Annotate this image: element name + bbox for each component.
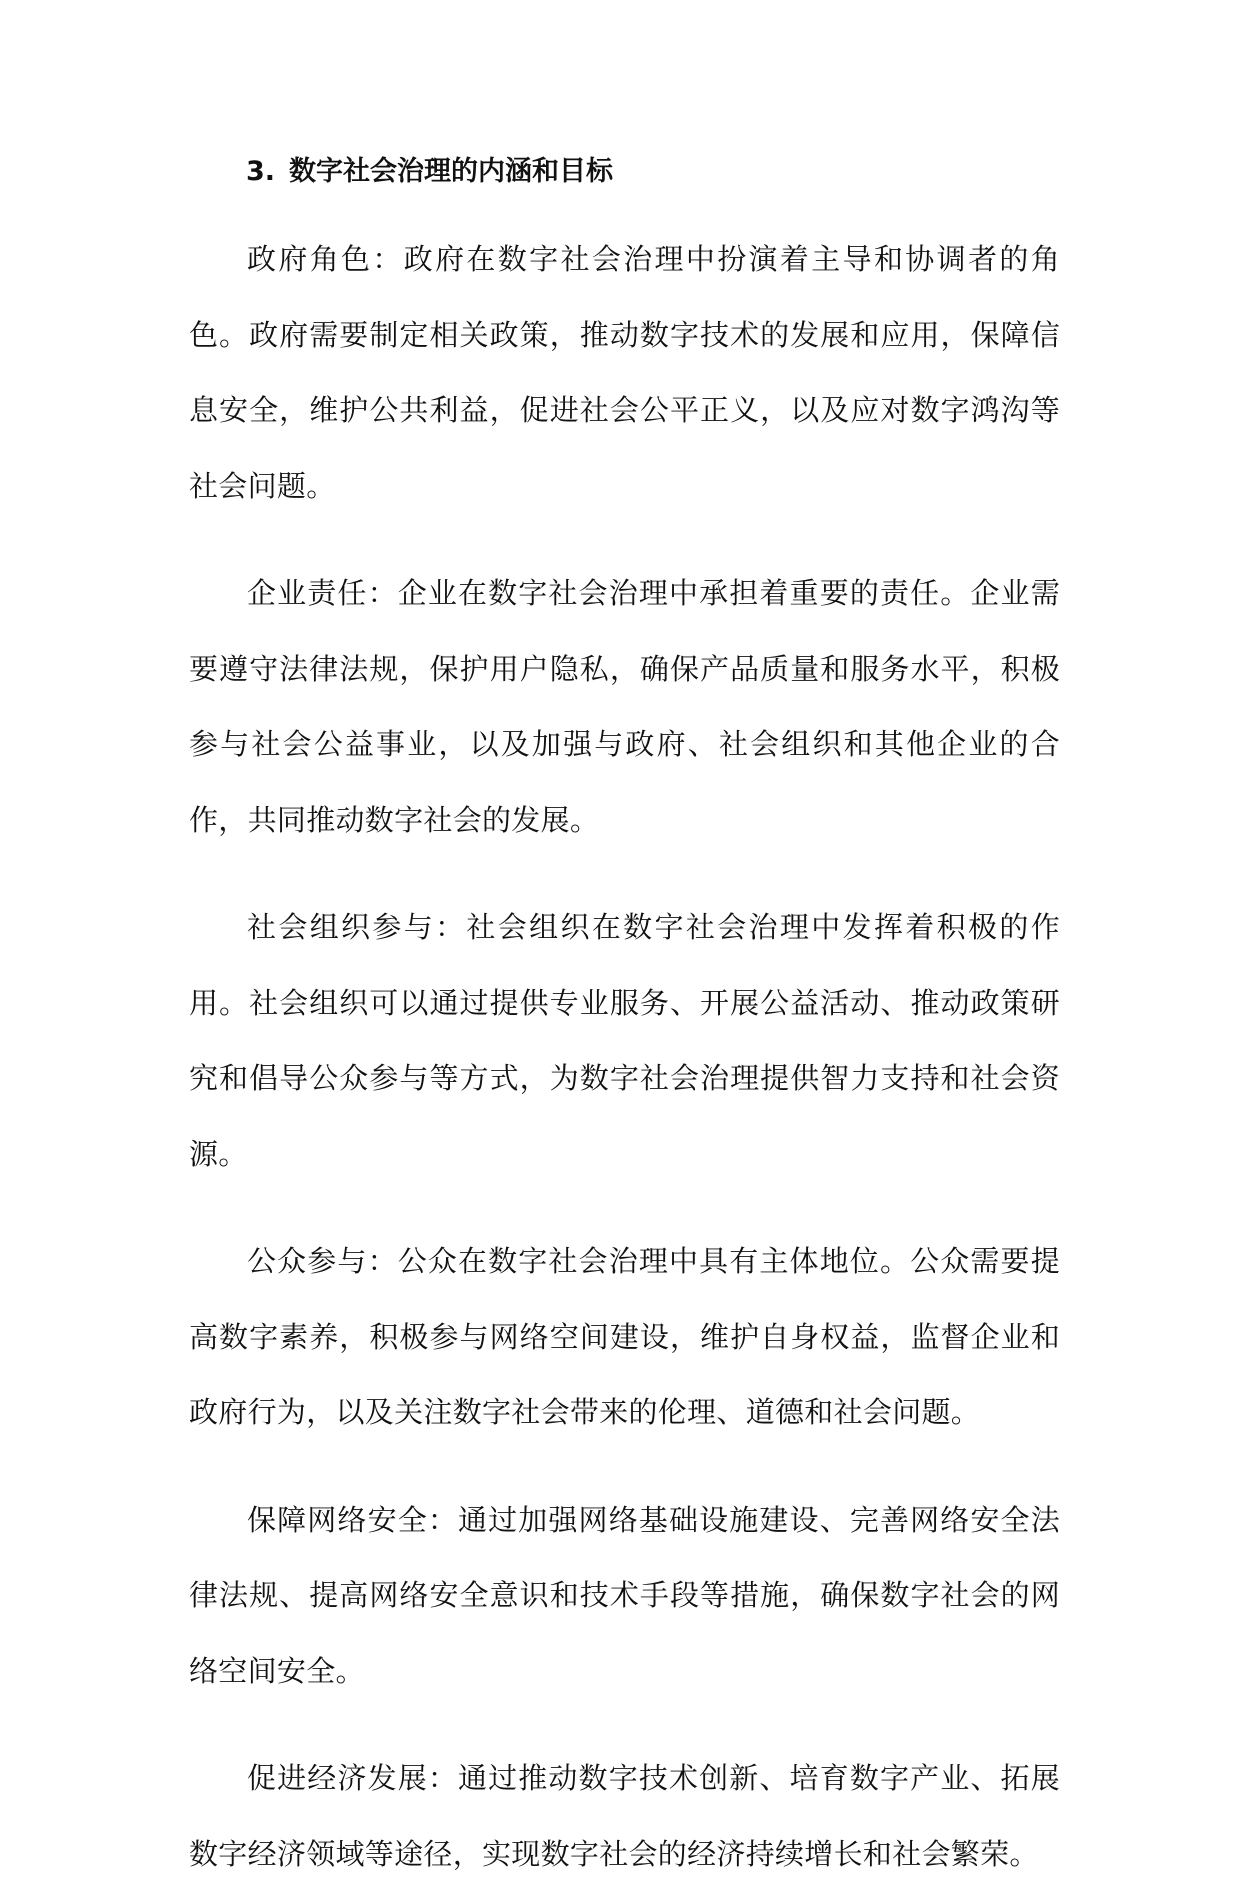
paragraph-public-participation: 公众参与：公众在数字社会治理中具有主体地位。公众需要提高数字素养，积极参与网络空间建设，维护自身权益，监督企业和政府行为，以及关注数字社会带来的伦理、道德和社会问题。 xyxy=(189,1244,1060,1429)
paragraph-enterprise-responsibility: 企业责任：企业在数字社会治理中承担着重要的责任。企业需要遵守法律法规，保护用户隐私，确保产品质量和服务水平，积极参与社会公益事业，以及加强与政府、社会组织和其他企业的合作，共同推动数字社会的发展。 xyxy=(189,576,1060,837)
section-heading xyxy=(246,150,1060,194)
section-number: 3. xyxy=(246,156,276,187)
paragraph-social-organization-participation: 社会组织参与：社会组织在数字社会治理中发挥着积极的作用。社会组织可以通过提供专业服务、开展公益活动、推动政策研究和倡导公众参与等方式，为数字社会治理提供智力支持和社会资源。 xyxy=(189,910,1060,1171)
paragraph-government-role: 政府角色：政府在数字社会治理中扮演着主导和协调者的角色。政府需要制定相关政策，推动数字技术的发展和应用，保障信息安全，维护公共利益，促进社会公平正义，以及应对数字鸿沟等社会问题。 xyxy=(189,242,1060,503)
section-title: 数字社会治理的内涵和目标 xyxy=(289,156,614,187)
document-body xyxy=(189,150,1060,1892)
paragraph-network-security: 保障网络安全：通过加强网络基础设施建设、完善网络安全法律法规、提高网络安全意识和技术手段等措施，确保数字社会的网络空间安全。 xyxy=(189,1502,1060,1688)
paragraph-economic-development: 促进经济发展：通过推动数字技术创新、培育数字产业、拓展数字经济领域等途径，实现数字社会的经济持续增长和社会繁荣。 xyxy=(189,1761,1060,1871)
